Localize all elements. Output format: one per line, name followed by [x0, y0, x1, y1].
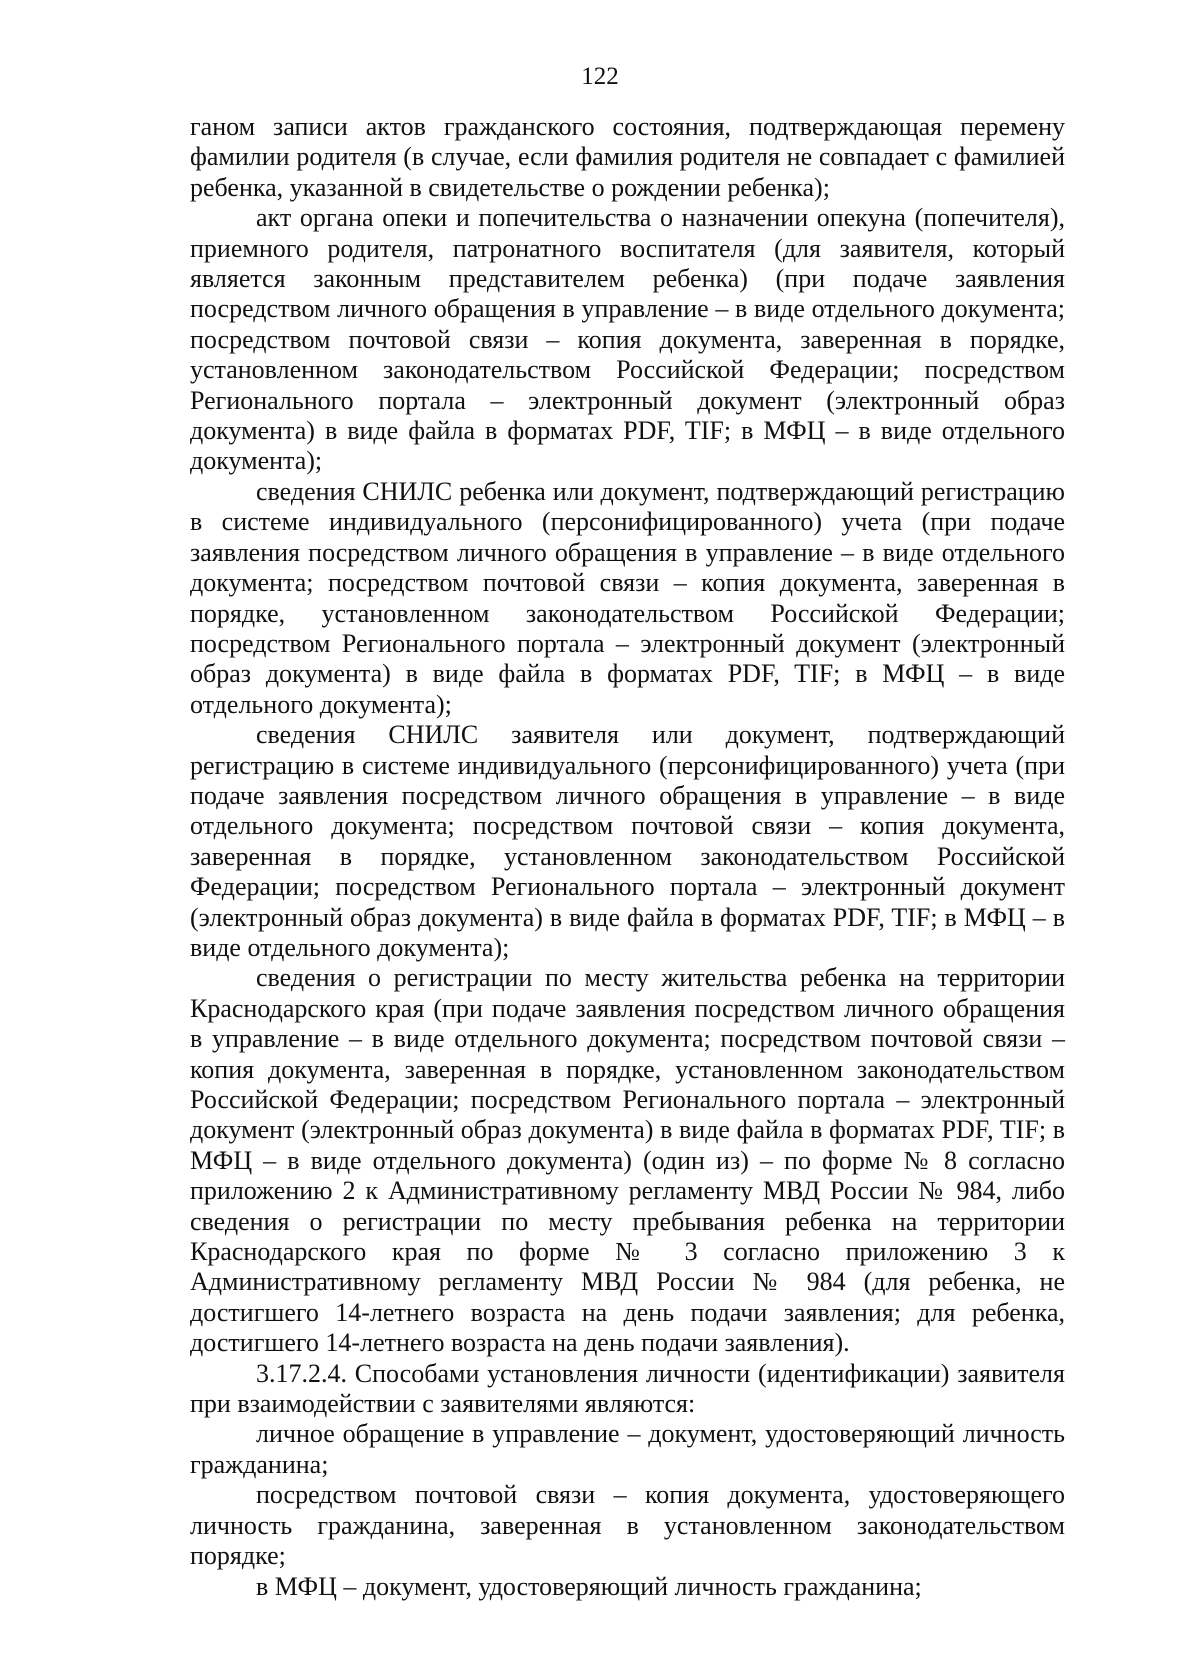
paragraph-child-snils: сведения СНИЛС ребенка или документ, подтверждающий регистрацию в системе индивидуального (персонифицированного) учета (при подаче заявления посредством личного обращения в управление – в виде отдельного документа; посредством почтовой связи – копия документа, заверенная в порядке, установленном законодательством Российской Федерации; посредством Регионального портала – электронный документ (электронный образ документа) в виде файла в форматах PDF, TIF; в МФЦ – в виде отдельного документа);: [190, 476, 1065, 719]
paragraph-mfc: в МФЦ – документ, удостоверяющий личность гражданина;: [256, 1571, 922, 1601]
paragraph-guardianship-act: акт органа опеки и попечительства о назначении опекуна (попечителя), приемного родителя, патронатного воспитателя (для заявителя, который является законным представителем ребенка) (при подаче заявления посредством личного обращения в управление – в виде отдельного документа; посредством почтовой связи – копия документа, заверенная в порядке, установленном законодательством Российской Федерации; посредством Регионального портала – электронный документ (электронный образ документа) в виде файла в форматах PDF, TIF; в МФЦ – в виде отдельного документа);: [190, 203, 1065, 476]
page-number: 122: [581, 63, 619, 90]
paragraph-registration-info: сведения о регистрации по месту жительства ребенка на территории Краснодарского края (при подаче заявления посредством личного обращения в управление – в виде отдельного документа; посредством почтовой связи – копия документа, заверенная в порядке, установленном законодательством Российской Федерации; посредством Регионального портала – электронный документ (электронный образ документа) в виде файла в форматах PDF, TIF; в МФЦ – в виде отдельного документа) (один из) – по форме № 8 согласно приложению 2 к Административному регламенту МВД России № 984, либо сведения о регистрации по месту пребывания ребенка на территории Краснодарского края по форме № 3 согласно приложению 3 к Административному регламенту МВД России № 984 (для ребенка, не достигшего 14-летнего возраста на день подачи заявления; для ребенка, достигшего 14-летнего возраста на день подачи заявления).: [190, 963, 1065, 1358]
paragraph-personal-appeal: личное обращение в управление – документ, удостоверяющий личность гражданина;: [190, 1419, 1065, 1479]
paragraph-postal: посредством почтовой связи – копия документа, удостоверяющего личность гражданина, заверенная в установленном законодательством порядке;: [190, 1480, 1065, 1571]
document-body: [190, 112, 1065, 1602]
paragraph-applicant-snils: сведения СНИЛС заявителя или документ, подтверждающий регистрацию в системе индивидуального (персонифицированного) учета (при подаче заявления посредством личного обращения в управление – в виде отдельного документа; посредством почтовой связи – копия документа, заверенная в порядке, установленном законодательством Российской Федерации; посредством Регионального портала – электронный документ (электронный образ документа) в виде файла в форматах PDF, TIF; в МФЦ – в виде отдельного документа);: [190, 720, 1065, 962]
paragraph-continuation: ганом записи актов гражданского состояния, подтверждающая перемену фамилии родителя (в случае, если фамилия родителя не совпадает с фамилией ребенка, указанной в свидетельстве о рождении ребенка);: [190, 112, 1065, 202]
paragraph-identification-methods: 3.17.2.4. Способами установления личности (идентификации) заявителя при взаимодействии с заявителями являются:: [190, 1358, 1065, 1419]
